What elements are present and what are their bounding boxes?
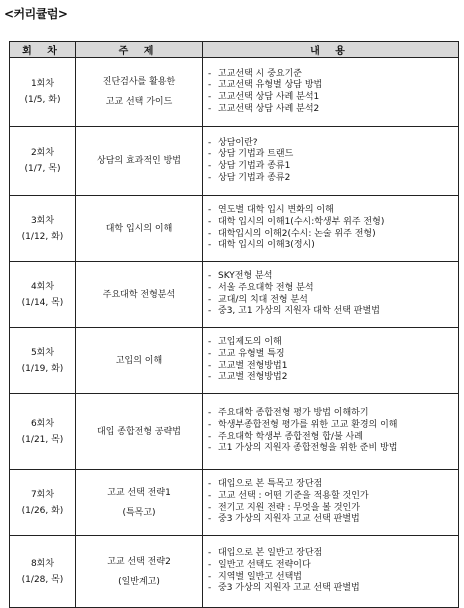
content-list	[206, 271, 455, 317]
list-item: - 상담 기법과 종류2	[206, 173, 455, 185]
session-number: 1회차	[30, 79, 55, 89]
session-number: 2회차	[30, 148, 55, 158]
session-date: (1/12, 화)	[21, 231, 64, 242]
list-item: - 고입제도의 이해	[206, 337, 455, 349]
content-list	[206, 337, 455, 383]
list-item: - 대학입시의 이해2(수시: 논술 위주 전형)	[206, 229, 455, 241]
table-body	[10, 58, 459, 608]
list-item: - 중3 가상의 지원자 고교 선택 판별법	[206, 514, 455, 526]
list-item: - 대입으로 본 특목고 장단점	[206, 479, 455, 491]
session-date: (1/7, 목)	[24, 164, 61, 174]
content-list	[206, 479, 455, 525]
content-cell	[203, 58, 459, 127]
session-number: 8회차	[30, 558, 55, 569]
list-item: - 중3, 고1 가상의 지원자 대학 선택 판별법	[206, 306, 455, 318]
session-number: 3회차	[30, 215, 55, 226]
list-item: - 고교별 전형방법1	[206, 361, 455, 373]
table-header-row	[10, 42, 459, 58]
topic-cell	[76, 470, 203, 536]
content-cell	[203, 127, 459, 196]
content-list	[206, 138, 455, 184]
session-number: 5회차	[30, 347, 55, 358]
content-cell	[203, 470, 459, 536]
list-item: - 학생부종합전형 평가를 위한 고교 환경의 이해	[206, 420, 455, 432]
content-list	[206, 408, 455, 454]
content-cell	[203, 536, 459, 608]
session-date: (1/21, 목)	[21, 434, 64, 445]
topic-line: 진단검사를 활용한	[102, 77, 176, 87]
list-item: - 대학 입시의 이해1(수시:학생부 위주 전형)	[206, 217, 455, 229]
table-row	[10, 127, 459, 196]
topic-line: 주요대학 전형분석	[102, 289, 176, 300]
session-date: (1/5, 화)	[24, 95, 61, 105]
header-topic: 주 제	[76, 42, 203, 58]
topic-cell	[76, 127, 203, 196]
session-cell	[10, 328, 76, 394]
table-row	[10, 328, 459, 394]
list-item: - 상담이란?	[206, 138, 455, 150]
session-cell	[10, 536, 76, 608]
list-item: - 일반고 선택도 전략이다	[206, 560, 455, 572]
topic-line: 대학 입시의 이해	[105, 223, 173, 234]
topic-cell	[76, 262, 203, 328]
list-item: - SKY전형 분석	[206, 271, 455, 283]
content-cell	[203, 394, 459, 470]
topic-line: (특목고)	[122, 507, 156, 518]
topic-line: 고교 선택 전략1	[107, 487, 171, 498]
table-row	[10, 58, 459, 127]
table-row	[10, 536, 459, 608]
session-date: (1/28, 목)	[21, 574, 64, 585]
list-item: - 고교별 전형방법2	[206, 372, 455, 384]
list-item: - 지역별 일반고 선택법	[206, 572, 455, 584]
list-item: - 전기고 지원 전략 : 무엇을 볼 것인가	[206, 503, 455, 515]
list-item: - 상담 기법과 종류1	[206, 161, 455, 173]
content-cell	[203, 328, 459, 394]
list-item: - 상담 기법과 트랜드	[206, 149, 455, 161]
session-number: 6회차	[30, 418, 55, 429]
list-item: - 고교선택 상담 사례 분석1	[206, 92, 455, 104]
topic-line: 고입의 이해	[115, 355, 163, 366]
header-session: 회 차	[10, 42, 76, 58]
topic-cell	[76, 394, 203, 470]
list-item: - 고교 선택 : 어떤 기준을 적용할 것인가	[206, 491, 455, 503]
session-cell	[10, 262, 76, 328]
content-cell	[203, 196, 459, 262]
topic-line: 대입 종합전형 공략법	[97, 426, 181, 437]
session-cell	[10, 58, 76, 127]
topic-line: (일반계고)	[118, 576, 160, 587]
table-row	[10, 262, 459, 328]
list-item: - 고교선택 상담 사례 분석2	[206, 104, 455, 116]
topic-cell	[76, 536, 203, 608]
session-number: 4회차	[30, 281, 55, 292]
content-list	[206, 205, 455, 251]
list-item: - 고교선택 유형별 상담 방법	[206, 80, 455, 92]
list-item: - 대학 입시의 이해3(정시)	[206, 240, 455, 252]
list-item: - 중3 가상의 지원자 고교 선택 판별법	[206, 583, 455, 595]
list-item: - 고교 유형별 특징	[206, 349, 455, 361]
list-item: - 서울 주요대학 전형 분석	[206, 283, 455, 295]
content-list	[206, 548, 455, 594]
page-title: <커리큘럼>	[4, 7, 68, 21]
list-item: - 고1 가상의 지원자 종합전형을 위한 준비 방법	[206, 443, 455, 455]
curriculum-table	[9, 41, 459, 608]
list-item: - 고교선택 시 중요기준	[206, 69, 455, 81]
topic-cell	[76, 196, 203, 262]
list-item: - 대입으로 본 일반고 장단점	[206, 548, 455, 560]
table-row	[10, 394, 459, 470]
topic-line: 고교 선택 전략2	[107, 556, 171, 567]
list-item: - 주요대학 종합전형 평가 방법 이해하기	[206, 408, 455, 420]
session-cell	[10, 196, 76, 262]
session-cell	[10, 394, 76, 470]
content-cell	[203, 262, 459, 328]
header-content: 내 용	[203, 42, 459, 58]
topic-line: 상담의 효과적인 방법	[97, 156, 181, 166]
session-date: (1/26, 화)	[21, 505, 64, 516]
list-item: - 교대/의 치대 전형 분석	[206, 295, 455, 307]
session-cell	[10, 470, 76, 536]
list-item: - 주요대학 학생부 종합전형 합/불 사례	[206, 432, 455, 444]
content-list	[206, 69, 455, 115]
table-row	[10, 196, 459, 262]
topic-cell	[76, 58, 203, 127]
session-date: (1/14, 목)	[21, 297, 64, 308]
session-date: (1/19, 화)	[21, 363, 64, 374]
table-row	[10, 470, 459, 536]
session-number: 7회차	[30, 489, 55, 500]
topic-cell	[76, 328, 203, 394]
topic-line: 고교 선택 가이드	[105, 97, 173, 107]
session-cell	[10, 127, 76, 196]
list-item: - 연도별 대학 입시 변화의 이해	[206, 205, 455, 217]
